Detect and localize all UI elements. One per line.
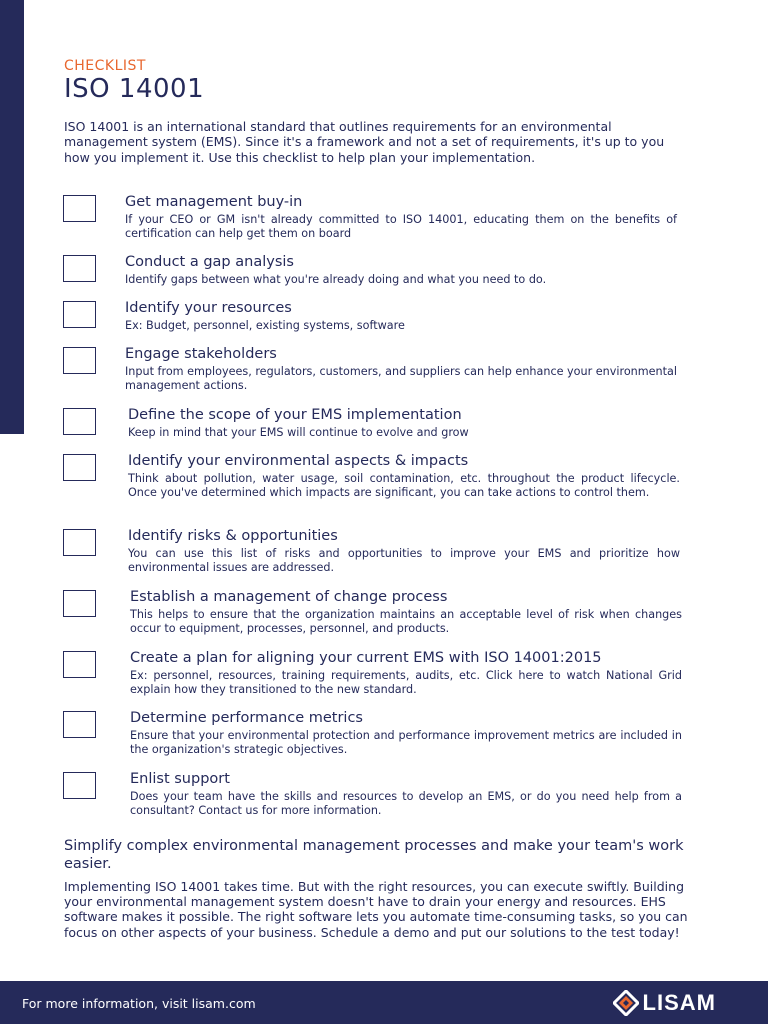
checkbox[interactable]: [63, 651, 96, 678]
item-description: Keep in mind that your EMS will continue to evolve and grow: [128, 426, 469, 439]
item-description: This helps to ensure that the organization maintains an acceptable level of risk when changes occur to equipment, processes, personnel, and products.: [130, 608, 682, 636]
lisam-logo[interactable]: [613, 990, 716, 1016]
item-title: Engage stakeholders: [125, 346, 277, 362]
item-title: Establish a management of change process: [130, 589, 448, 605]
item-title: Identify your resources: [125, 300, 292, 316]
cta-heading: Simplify complex environmental management processes and make your team's work easier.: [64, 838, 684, 872]
checkbox[interactable]: [63, 195, 96, 222]
item-description: Does your team have the skills and resources to develop an EMS, or do you need help from a consultant? Contact us for more information.: [130, 790, 682, 818]
item-title: Create a plan for aligning your current EMS with ISO 14001:2015: [130, 650, 602, 666]
item-title: Get management buy-in: [125, 194, 303, 210]
logo-wordmark: LISAM: [642, 990, 716, 1015]
item-description: Ensure that your environmental protection and performance improvement metrics are included in the organization's strategic objectives.: [130, 729, 682, 757]
checkbox[interactable]: [63, 590, 96, 617]
item-description: Ex: personnel, resources, training requirements, audits, etc. Click here to watch National Grid explain how they transitioned to the new standard.: [130, 669, 682, 697]
item-description: You can use this list of risks and opportunities to improve your EMS and prioritize how environmental issues are addressed.: [128, 547, 680, 575]
item-title: Identify risks & opportunities: [128, 528, 338, 544]
checkbox[interactable]: [63, 454, 96, 481]
checklist-label: CHECKLIST: [64, 58, 146, 74]
item-title: Enlist support: [130, 771, 230, 787]
checkbox[interactable]: [63, 772, 96, 799]
item-description: If your CEO or GM isn't already committed to ISO 14001, educating them on the benefits of certification can help get them on board: [125, 213, 677, 241]
page-title: ISO 14001: [64, 74, 205, 104]
checkbox[interactable]: [63, 255, 96, 282]
item-title: Define the scope of your EMS implementation: [128, 407, 462, 423]
checkbox[interactable]: [63, 408, 96, 435]
footer-link-text[interactable]: For more information, visit lisam.com: [22, 996, 256, 1011]
item-description: Ex: Budget, personnel, existing systems, software: [125, 319, 405, 332]
item-title: Conduct a gap analysis: [125, 254, 294, 270]
checkbox[interactable]: [63, 711, 96, 738]
checkbox[interactable]: [63, 529, 96, 556]
checkbox[interactable]: [63, 301, 96, 328]
item-title: Identify your environmental aspects & impacts: [128, 453, 469, 469]
footer: [0, 981, 768, 1024]
left-accent-bar: [0, 0, 24, 434]
item-description: Identify gaps between what you're already doing and what you need to do.: [125, 273, 547, 286]
checkbox[interactable]: [63, 347, 96, 374]
item-description: Input from employees, regulators, customers, and suppliers can help enhance your environmental management actions.: [125, 365, 677, 393]
intro-paragraph: ISO 14001 is an international standard that outlines requirements for an environmental management system (EMS). Since it's a framework and not a set of requirements, it's up to you how you implement it. Use this checklist to help plan your implementation.: [64, 119, 665, 165]
lisam-logo-icon: [613, 990, 639, 1016]
item-title: Determine performance metrics: [130, 710, 363, 726]
cta-body: Implementing ISO 14001 takes time. But with the right resources, you can execute swiftly. Building your environmental management system doesn't have to drain your energy and resources. EHS software makes it possible. The right software lets you automate time-consuming tasks, so you can focus on other aspects of your business. Schedule a demo and put our solutions to the test today!: [64, 879, 688, 940]
item-description: Think about pollution, water usage, soil contamination, etc. throughout the product lifecycle. Once you've determined which impacts are significant, you can take actions to control them.: [128, 472, 680, 500]
